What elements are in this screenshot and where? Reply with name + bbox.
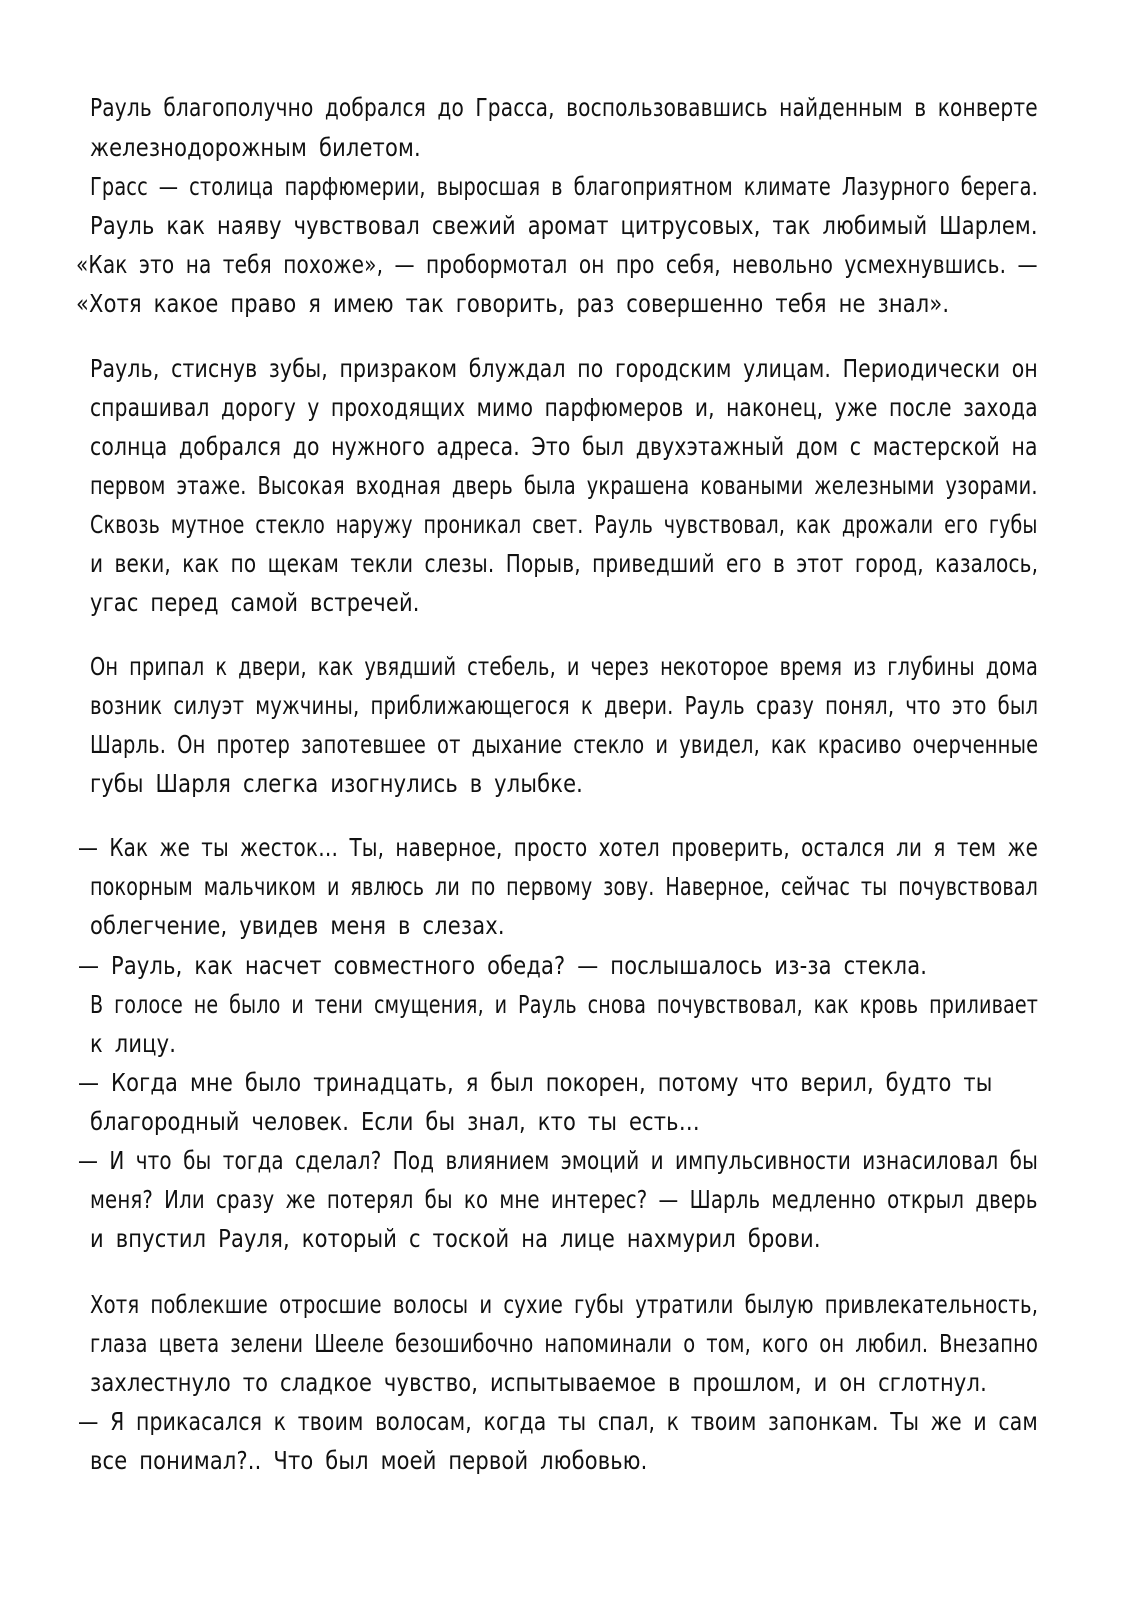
text-line: Хотя поблекшие отросшие волосы и сухие губы утратили былую привлекательность, <box>90 1290 1039 1319</box>
dialogue-line: — Как же ты жесток… Ты, наверное, просто хотел проверить, остался ли я тем же <box>78 833 1038 862</box>
text-line: «Как это на тебя похоже», — пробормотал он про себя, невольно усмехнувшись. — <box>76 250 1038 279</box>
text-line: Он припал к двери, как увядший стебель, и через некоторое время из глубины дома <box>90 652 1039 681</box>
text-line: Рауль благополучно добрался до Грасса, воспользовавшись найденным в конверте <box>90 93 1038 122</box>
dialogue-line: — Когда мне было тринадцать, я был покорен, потому что верил, будто ты <box>78 1068 993 1097</box>
text-line: облегчение, увидев меня в слезах. <box>90 911 505 940</box>
text-line: губы Шарля слегка изогнулись в улыбке. <box>90 769 584 798</box>
text-line: железнодорожным билетом. <box>90 133 421 162</box>
dialogue-line: — Я прикасался к твоим волосам, когда ты спал, к твоим запонкам. Ты же и сам <box>78 1407 1038 1436</box>
text-line: «Хотя какое право я имею так говорить, раз совершенно тебя не знал». <box>76 289 950 318</box>
text-line: к лицу. <box>90 1029 177 1058</box>
text-line: все понимал?.. Что был моей первой любовью. <box>90 1446 648 1475</box>
text-line: Грасс — столица парфюмерии, выросшая в благоприятном климате Лазурного берега. <box>90 172 1038 201</box>
text-line: угас перед самой встречей. <box>90 588 420 617</box>
text-line: покорным мальчиком и явлюсь ли по первому зову. Наверное, сейчас ты почувствовал <box>90 872 1039 901</box>
text-line: первом этаже. Высокая входная дверь была украшена коваными железными узорами. <box>90 471 1038 500</box>
text-line: глаза цвета зелени Шееле безошибочно напоминали о том, кого он любил. Внезапно <box>90 1329 1039 1358</box>
text-line: и впустил Рауля, который с тоской на лице нахмурил брови. <box>90 1224 821 1253</box>
text-line: благородный человек. Если бы знал, кто ты есть… <box>90 1107 700 1136</box>
text-line: Рауль как наяву чувствовал свежий аромат цитрусовых, так любимый Шарлем. <box>90 211 1038 240</box>
text-line: Сквозь мутное стекло наружу проникал свет. Рауль чувствовал, как дрожали его губы <box>90 510 1038 539</box>
text-line: В голосе не было и тени смущения, и Рауль снова почувствовал, как кровь приливает <box>90 990 1039 1019</box>
text-line: Рауль, стиснув зубы, призраком блуждал по городским улицам. Периодически он <box>90 354 1038 383</box>
text-line: захлестнуло то сладкое чувство, испытываемое в прошлом, и он сглотнул. <box>90 1368 987 1397</box>
dialogue-line: — Рауль, как насчет совместного обеда? — послышалось из-за стекла. <box>78 951 928 980</box>
text-line: спрашивал дорогу у проходящих мимо парфюмеров и, наконец, уже после захода <box>90 393 1038 422</box>
text-line: меня? Или сразу же потерял бы ко мне интерес? — Шарль медленно открыл дверь <box>90 1185 1038 1214</box>
text-line: Шарль. Он протер запотевшее от дыхание стекло и увидел, как красиво очерченные <box>90 730 1039 759</box>
text-line: солнца добрался до нужного адреса. Это был двухэтажный дом с мастерской на <box>90 432 1038 461</box>
text-line: возник силуэт мужчины, приближающегося к двери. Рауль сразу понял, что это был <box>90 691 1039 720</box>
dialogue-line: — И что бы тогда сделал? Под влиянием эмоций и импульсивности изнасиловал бы <box>78 1146 1038 1175</box>
text-line: и веки, как по щекам текли слезы. Порыв, приведший его в этот город, казалось, <box>90 549 1039 578</box>
